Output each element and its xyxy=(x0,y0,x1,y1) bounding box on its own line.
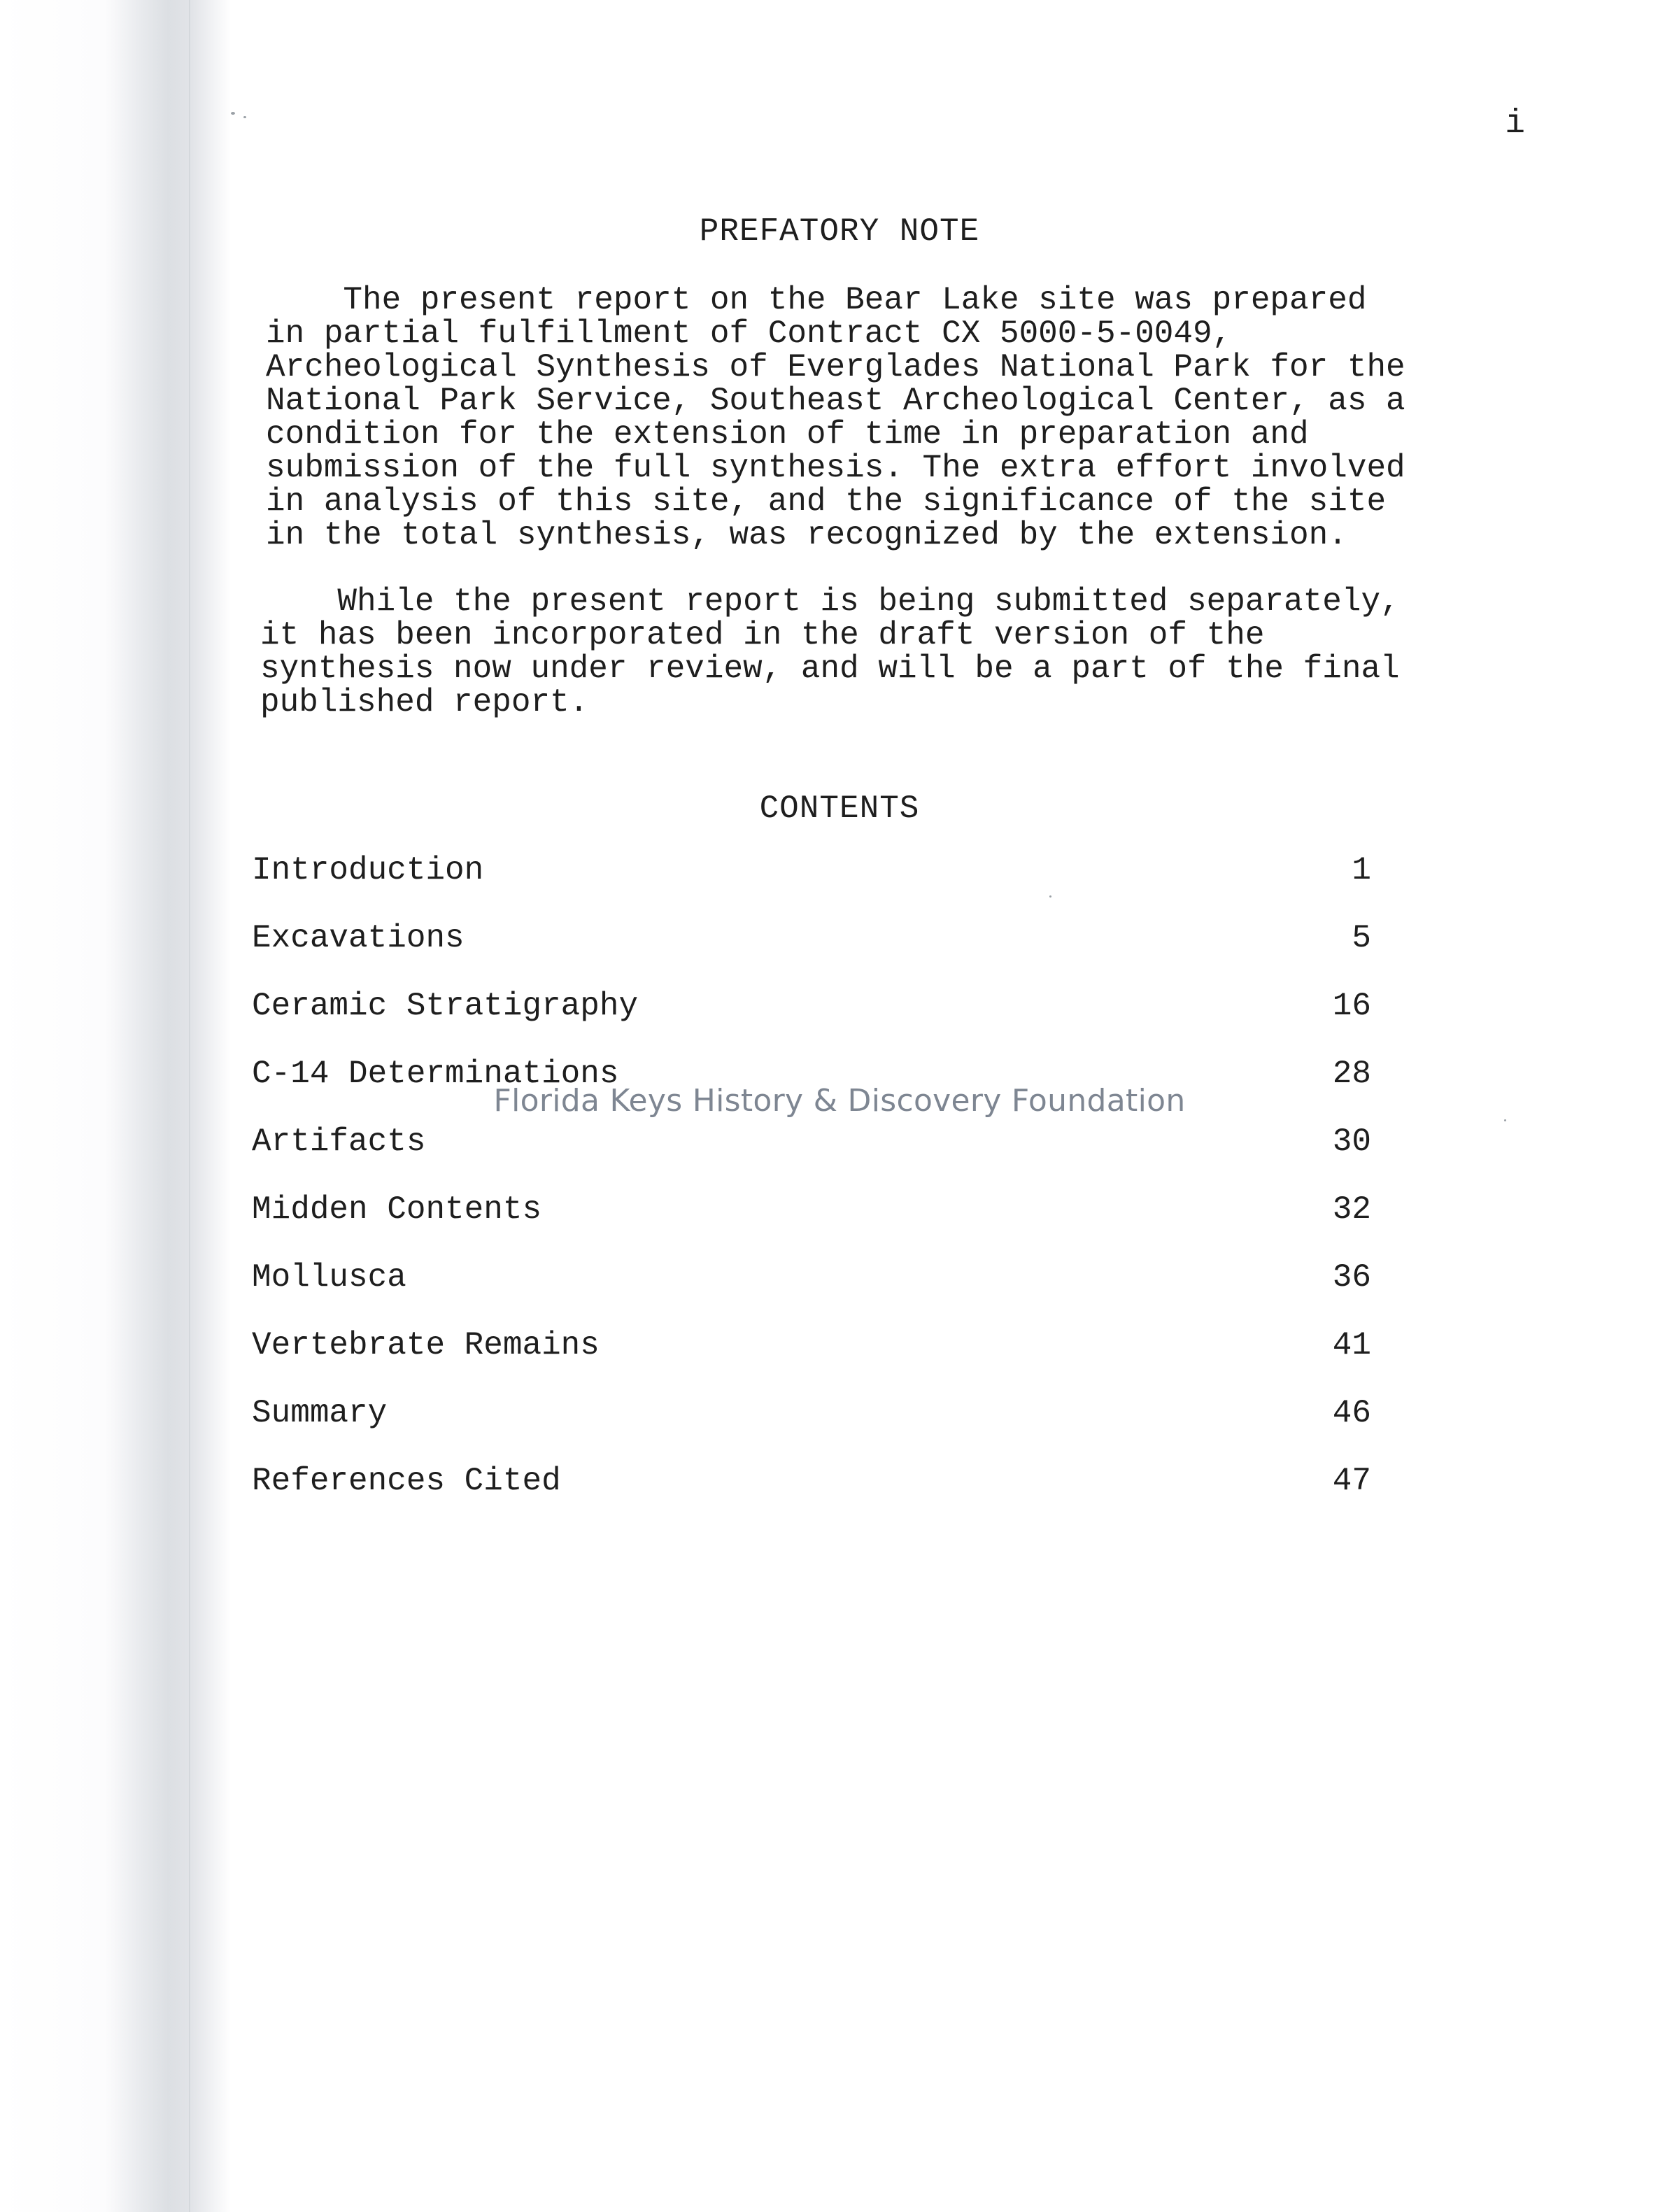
toc-entry-page: 41 xyxy=(1332,1327,1371,1363)
toc-entry-page: 28 xyxy=(1332,1056,1371,1092)
paragraph-line: synthesis now under review, and will be a part of the final xyxy=(260,651,1400,687)
scan-speck xyxy=(1504,1119,1506,1121)
toc-entry-title: Ceramic Stratigraphy xyxy=(252,988,639,1024)
toc-entry xyxy=(252,988,1371,1056)
toc-entry-title: Introduction xyxy=(252,852,484,888)
paragraph-line: condition for the extension of time in preparation and xyxy=(266,416,1309,453)
toc-entry-title: C-14 Determinations xyxy=(252,1056,619,1092)
page-number: i xyxy=(1505,105,1525,143)
paragraph-line: The present report on the Bear Lake site was prepared xyxy=(266,282,1367,318)
toc-entry-page: 1 xyxy=(1352,852,1371,888)
paragraph-line: Archeological Synthesis of Everglades National Park for the xyxy=(266,349,1405,385)
paragraph-line: While the present report is being submitted separately, xyxy=(260,583,1400,620)
toc-entry xyxy=(252,1327,1371,1395)
toc-entry-page: 46 xyxy=(1332,1395,1371,1431)
paragraph-line: it has been incorporated in the draft version of the xyxy=(260,617,1265,653)
toc-entry-title: Summary xyxy=(252,1395,388,1431)
toc-entry-page: 5 xyxy=(1352,920,1371,956)
toc-entry xyxy=(252,920,1371,988)
toc-entry-page: 32 xyxy=(1332,1191,1371,1228)
watermark: Florida Keys History & Discovery Foundation xyxy=(493,1083,1186,1119)
toc-entry-title: Mollusca xyxy=(252,1259,406,1296)
paragraph-line: published report. xyxy=(260,684,589,721)
toc-entry-title: Vertebrate Remains xyxy=(252,1327,600,1363)
toc-entry xyxy=(252,1463,1371,1531)
toc-entry-title: References Cited xyxy=(252,1463,561,1499)
paragraph-line: in the total synthesis, was recognized by the extension. xyxy=(266,517,1347,553)
paragraph-line: submission of the full synthesis. The extra effort involved xyxy=(266,450,1405,486)
contents-heading: CONTENTS xyxy=(759,790,920,827)
toc-entry-page: 16 xyxy=(1332,988,1371,1024)
paragraph-line: National Park Service, Southeast Archeological Center, as a xyxy=(266,383,1405,419)
prefatory-paragraph-1 xyxy=(266,283,1455,552)
toc-entry xyxy=(252,1395,1371,1463)
toc-entry-title: Excavations xyxy=(252,920,465,956)
toc-entry-page: 30 xyxy=(1332,1123,1371,1160)
toc-entry-page: 36 xyxy=(1332,1259,1371,1296)
toc-entry-title: Midden Contents xyxy=(252,1191,542,1228)
paragraph-line: in analysis of this site, and the significance of the site xyxy=(266,483,1387,520)
toc-entry-title: Artifacts xyxy=(252,1123,426,1160)
toc-entry xyxy=(252,852,1371,920)
toc-entry xyxy=(252,1191,1371,1259)
scan-speck xyxy=(231,112,235,115)
scan-speck xyxy=(243,116,246,118)
prefatory-note-heading: PREFATORY NOTE xyxy=(699,213,980,250)
toc-entry xyxy=(252,1123,1371,1191)
table-of-contents xyxy=(252,852,1371,1531)
prefatory-paragraph-2 xyxy=(260,585,1450,719)
paragraph-line: in partial fulfillment of Contract CX 5000-5-0049, xyxy=(266,316,1232,352)
toc-entry-page: 47 xyxy=(1332,1463,1371,1499)
toc-entry xyxy=(252,1259,1371,1327)
